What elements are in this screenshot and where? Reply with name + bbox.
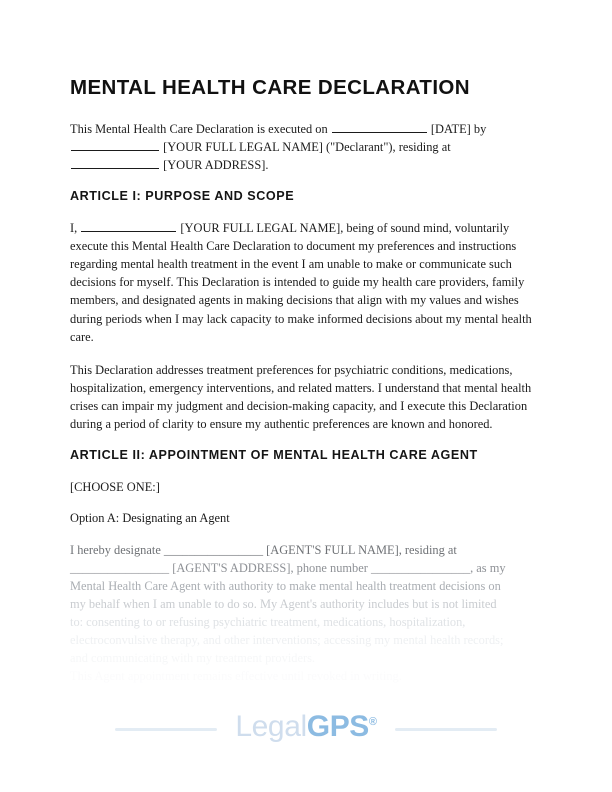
logo-text-gps: GPS bbox=[306, 710, 369, 743]
document-content bbox=[70, 76, 542, 700]
footer-rule-left bbox=[115, 728, 217, 731]
blank-legal-name-field[interactable] bbox=[71, 140, 159, 151]
faded-preview-paragraph bbox=[70, 541, 542, 686]
article-1-p1-prefix: I, bbox=[70, 221, 81, 235]
page-title: MENTAL HEALTH CARE DECLARATION bbox=[70, 76, 470, 99]
article-1-heading: ARTICLE I: PURPOSE AND SCOPE bbox=[70, 188, 295, 203]
blank-date-field[interactable] bbox=[332, 121, 427, 132]
faded-line: Mental Health Care Agent with authority to make mental health treatment decisions on bbox=[70, 578, 501, 593]
blank-declarant-name-field[interactable] bbox=[81, 221, 176, 232]
faded-line: I hereby designate ________________ [AGENT'S FULL NAME], residing at bbox=[70, 542, 457, 557]
intro-line1-suffix: [DATE] by bbox=[427, 121, 487, 136]
footer-rule-right bbox=[395, 728, 497, 731]
choose-one-label: [CHOOSE ONE:] bbox=[70, 480, 160, 495]
faded-line: my behalf when I am unable to do so. My Agent's authority includes but is not limited bbox=[70, 596, 497, 611]
blank-address-field[interactable] bbox=[71, 158, 159, 169]
intro-line1-text: This Mental Health Care Declaration is executed on bbox=[70, 121, 331, 136]
faded-line: This Agent appointment remains effective until revoked in writing. bbox=[70, 669, 402, 684]
intro-line3-suffix: [YOUR ADDRESS]. bbox=[160, 157, 269, 172]
article-1-p1-body: [YOUR FULL LEGAL NAME], being of sound mind, voluntarily execute this Mental Health Care Declaration to document my preferences and instructions regarding mental health treatment in the event I am unable to make or communicate such decisions for myself. This Declaration is intended to guide my health care providers, family members, and designated agents in making decisions that align with my values and wishes during periods when I may lack capacity to make informed decisions about my mental health care. bbox=[70, 221, 532, 344]
intro-paragraph bbox=[70, 120, 542, 174]
faded-line: to: consenting to or refusing psychiatric treatment, medications, hospitalization, bbox=[70, 614, 466, 629]
registered-trademark-icon: ® bbox=[368, 716, 377, 728]
article-1-paragraph-1 bbox=[70, 219, 542, 346]
logo-text-legal: Legal bbox=[235, 710, 307, 743]
intro-line2-suffix: [YOUR FULL LEGAL NAME] ("Declarant"), residing at bbox=[160, 139, 451, 154]
faded-line: and communicating with my treatment providers. bbox=[70, 651, 315, 666]
faded-line: ________________ [AGENT'S ADDRESS], phone number ________________, as my bbox=[70, 560, 506, 575]
article-1-paragraph-2: This Declaration addresses treatment preferences for psychiatric conditions, medications, hospitalization, emergency interventions, and related matters. I understand that mental health crises can impair my judgment and decision-making capacity, and I execute this Declaration during a period of clarity to ensure my authentic preferences are known and honored. bbox=[70, 362, 532, 432]
option-a-label: Option A: Designating an Agent bbox=[70, 511, 230, 526]
footer bbox=[0, 700, 612, 758]
legalgps-logo bbox=[235, 712, 376, 742]
faded-line: electroconvulsive therapy, and other interventions; accessing my mental health records; bbox=[70, 633, 504, 648]
article-2-heading: ARTICLE II: APPOINTMENT OF MENTAL HEALTH CARE AGENT bbox=[70, 448, 478, 463]
